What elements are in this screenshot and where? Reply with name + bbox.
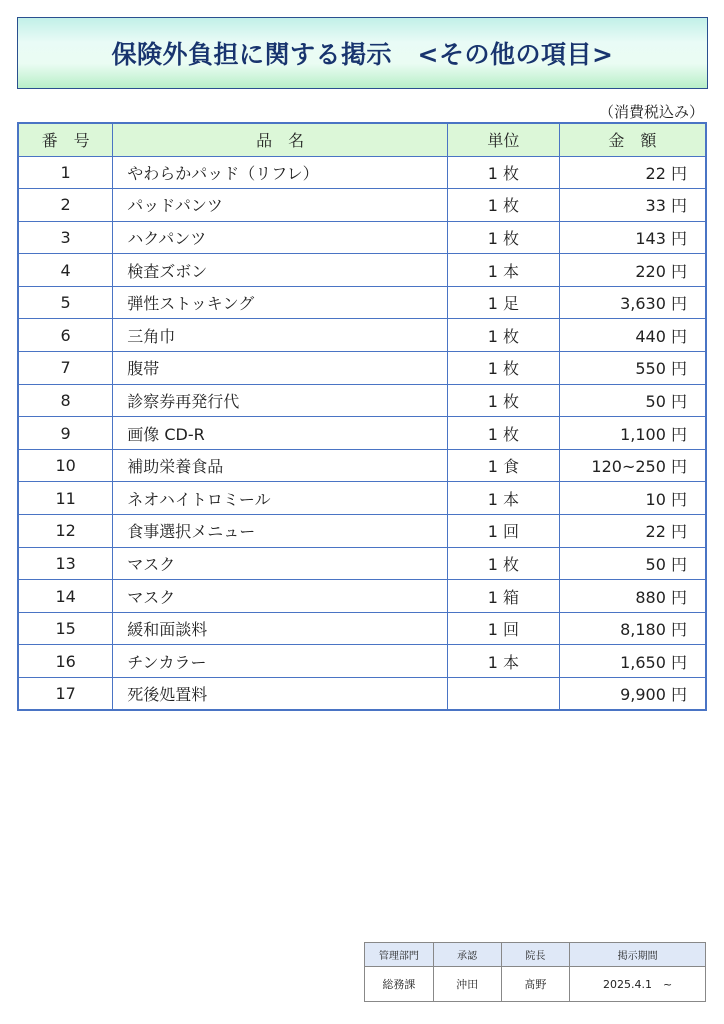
cell-price: 440 円 xyxy=(559,319,706,352)
table-row xyxy=(18,515,706,548)
table-row xyxy=(18,612,706,645)
cell-number: 17 xyxy=(18,678,113,711)
cell-unit: 1 枚 xyxy=(448,319,560,352)
cell-name: 腹帯 xyxy=(113,352,448,385)
cell-price: 880 円 xyxy=(559,580,706,613)
cell-price: 220 円 xyxy=(559,254,706,287)
page-title: 保険外負担に関する掲示 <その他の項目> xyxy=(111,40,614,69)
cell-name: 診察券再発行代 xyxy=(113,384,448,417)
cell-number: 12 xyxy=(18,515,113,548)
cell-unit: 1 本 xyxy=(448,482,560,515)
cell-number: 11 xyxy=(18,482,113,515)
table-row xyxy=(18,384,706,417)
table-row xyxy=(18,449,706,482)
header-price: 金 額 xyxy=(559,123,706,156)
cell-unit: 1 枚 xyxy=(448,352,560,385)
cell-unit: 1 枚 xyxy=(448,547,560,580)
cell-unit: 1 枚 xyxy=(448,221,560,254)
cell-name: 弾性ストッキング xyxy=(113,286,448,319)
cell-price: 50 円 xyxy=(559,547,706,580)
tax-note: （消費税込み） xyxy=(598,103,704,121)
items-body xyxy=(18,156,706,710)
table-row xyxy=(18,417,706,450)
approval-director: 髙野 xyxy=(501,967,570,1002)
table-row xyxy=(18,482,706,515)
items-table xyxy=(17,122,707,711)
cell-name: やわらかパッド（リフレ） xyxy=(113,156,448,189)
approval-table xyxy=(364,942,706,1002)
cell-number: 2 xyxy=(18,189,113,222)
cell-unit xyxy=(448,678,560,711)
cell-price: 143 円 xyxy=(559,221,706,254)
approval-values-row xyxy=(365,967,706,1002)
cell-number: 13 xyxy=(18,547,113,580)
table-header-row xyxy=(18,123,706,156)
cell-number: 15 xyxy=(18,612,113,645)
cell-unit: 1 枚 xyxy=(448,417,560,450)
cell-unit: 1 本 xyxy=(448,254,560,287)
table-row xyxy=(18,254,706,287)
table-row xyxy=(18,286,706,319)
cell-price: 3,630 円 xyxy=(559,286,706,319)
cell-name: ネオハイトロミール xyxy=(113,482,448,515)
header-unit: 単位 xyxy=(448,123,560,156)
approval-header-department: 管理部門 xyxy=(365,943,434,967)
cell-number: 7 xyxy=(18,352,113,385)
cell-number: 3 xyxy=(18,221,113,254)
cell-name: 食事選択メニュー xyxy=(113,515,448,548)
header-name: 品 名 xyxy=(113,123,448,156)
cell-number: 5 xyxy=(18,286,113,319)
table-row xyxy=(18,156,706,189)
cell-name: 緩和面談料 xyxy=(113,612,448,645)
table-row xyxy=(18,189,706,222)
cell-name: マスク xyxy=(113,547,448,580)
cell-price: 50 円 xyxy=(559,384,706,417)
cell-unit: 1 枚 xyxy=(448,189,560,222)
cell-number: 6 xyxy=(18,319,113,352)
cell-price: 33 円 xyxy=(559,189,706,222)
cell-name: ハクパンツ xyxy=(113,221,448,254)
cell-unit: 1 回 xyxy=(448,515,560,548)
cell-price: 1,100 円 xyxy=(559,417,706,450)
cell-unit: 1 本 xyxy=(448,645,560,678)
approval-period: 2025.4.1 ~ xyxy=(570,967,706,1002)
title-banner xyxy=(17,17,708,89)
header-number: 番 号 xyxy=(18,123,113,156)
cell-number: 9 xyxy=(18,417,113,450)
cell-price: 10 円 xyxy=(559,482,706,515)
approval-header-director: 院長 xyxy=(501,943,570,967)
cell-name: パッドパンツ xyxy=(113,189,448,222)
cell-name: 検査ズボン xyxy=(113,254,448,287)
cell-name: マスク xyxy=(113,580,448,613)
cell-name: 三角巾 xyxy=(113,319,448,352)
cell-price: 550 円 xyxy=(559,352,706,385)
cell-price: 8,180 円 xyxy=(559,612,706,645)
cell-unit: 1 足 xyxy=(448,286,560,319)
table-row xyxy=(18,352,706,385)
table-row xyxy=(18,678,706,711)
cell-number: 8 xyxy=(18,384,113,417)
table-row xyxy=(18,221,706,254)
cell-unit: 1 食 xyxy=(448,449,560,482)
approval-department: 総務課 xyxy=(365,967,434,1002)
cell-unit: 1 枚 xyxy=(448,384,560,417)
cell-unit: 1 箱 xyxy=(448,580,560,613)
cell-unit: 1 回 xyxy=(448,612,560,645)
approval-header-period: 掲示期間 xyxy=(570,943,706,967)
cell-price: 22 円 xyxy=(559,515,706,548)
cell-name: 補助栄養食品 xyxy=(113,449,448,482)
cell-price: 9,900 円 xyxy=(559,678,706,711)
table-row xyxy=(18,645,706,678)
cell-number: 10 xyxy=(18,449,113,482)
cell-price: 22 円 xyxy=(559,156,706,189)
cell-number: 14 xyxy=(18,580,113,613)
table-row xyxy=(18,547,706,580)
approval-header-row xyxy=(365,943,706,967)
cell-number: 16 xyxy=(18,645,113,678)
cell-name: チンカラー xyxy=(113,645,448,678)
cell-name: 画像 CD-R xyxy=(113,417,448,450)
cell-number: 4 xyxy=(18,254,113,287)
cell-name: 死後処置料 xyxy=(113,678,448,711)
approval-approver: 沖田 xyxy=(433,967,501,1002)
table-row xyxy=(18,580,706,613)
approval-header-approval: 承認 xyxy=(433,943,501,967)
cell-unit: 1 枚 xyxy=(448,156,560,189)
table-row xyxy=(18,319,706,352)
cell-number: 1 xyxy=(18,156,113,189)
cell-price: 1,650 円 xyxy=(559,645,706,678)
cell-price: 120~250 円 xyxy=(559,449,706,482)
